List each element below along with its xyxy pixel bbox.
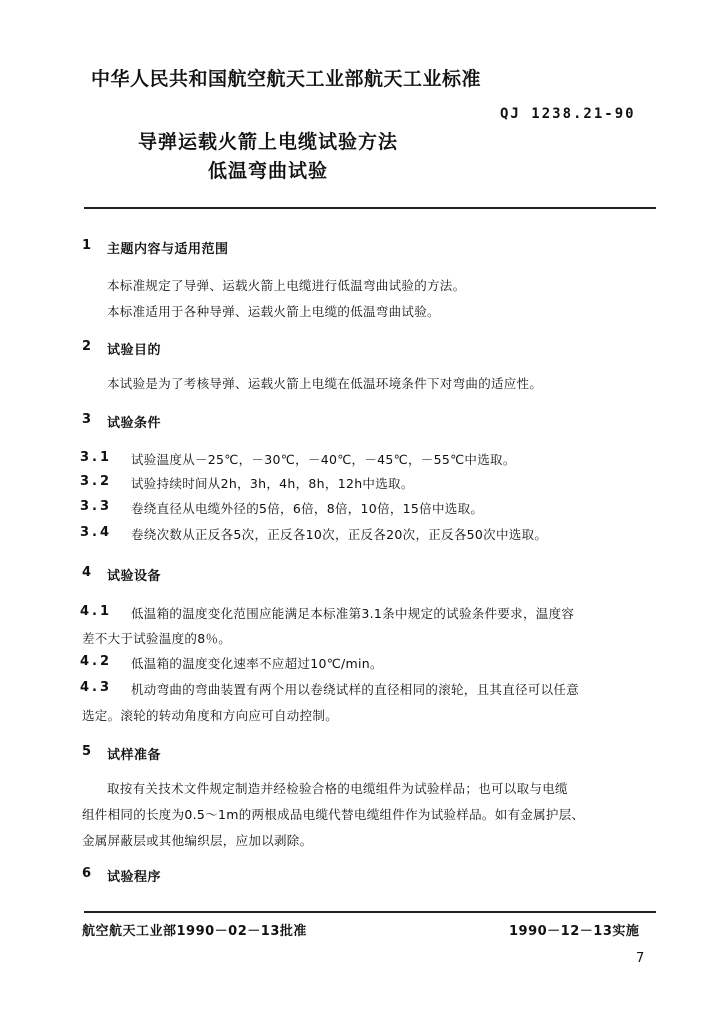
- standard-code: QJ 1238.21-90: [500, 106, 636, 122]
- section-3-number: 3: [82, 412, 92, 427]
- clause-3-1-text: 试验温度从－25℃，－30℃，－40℃，－45℃，－55℃中选取。: [131, 452, 516, 467]
- section-1-paragraph-1: 本标准规定了导弹、运载火箭上电缆进行低温弯曲试验的方法。: [107, 278, 466, 293]
- clause-3-1-number: 3.1: [80, 450, 113, 465]
- effective-date: 1990－12－13实施: [509, 924, 640, 939]
- clause-3-4-number: 3.4: [80, 525, 113, 540]
- clause-3-4-text: 卷绕次数从正反各5次，正反各10次，正反各20次，正反各50次中选取。: [131, 527, 548, 542]
- clause-4-1-text: 低温箱的温度变化范围应能满足本标准第3.1条中规定的试验条件要求，温度容: [131, 606, 575, 621]
- issuing-authority: 中华人民共和国航空航天工业部航天工业标准: [91, 68, 482, 90]
- clause-3-3-number: 3.3: [80, 499, 113, 514]
- section-2-paragraph-1: 本试验是为了考核导弹、运载火箭上电缆在低温环境条件下对弯曲的适应性。: [107, 376, 543, 391]
- section-6-number: 6: [82, 866, 92, 881]
- document-subtitle: 低温弯曲试验: [208, 160, 329, 182]
- clause-3-2-number: 3.2: [80, 474, 113, 489]
- footer-divider: [84, 911, 656, 913]
- clause-4-3-number: 4.3: [80, 680, 113, 695]
- clause-3-2-text: 试验持续时间从2h，3h，4h，8h，12h中选取。: [131, 476, 414, 491]
- section-6-title: 试验程序: [107, 870, 162, 885]
- section-4-number: 4: [82, 565, 92, 580]
- section-4-title: 试验设备: [107, 569, 162, 584]
- document-title: 导弹运载火箭上电缆试验方法: [138, 131, 399, 153]
- section-5-title: 试样准备: [107, 748, 162, 763]
- section-1-number: 1: [82, 238, 92, 253]
- header-divider: [84, 207, 656, 209]
- section-2-title: 试验目的: [107, 343, 162, 358]
- clause-4-2-text: 低温箱的温度变化速率不应超过10℃/min。: [131, 656, 383, 671]
- section-5-paragraph-line-3: 金属屏蔽层或其他编织层，应加以剥除。: [82, 833, 313, 848]
- section-5-number: 5: [82, 744, 92, 759]
- page-number: 7: [636, 951, 645, 966]
- section-5-paragraph-line-2: 组件相同的长度为0.5～1m的两根成品电缆代替电缆组件作为试验样品。如有金属护层、: [82, 807, 585, 822]
- section-2-number: 2: [82, 339, 92, 354]
- clause-4-3-continuation: 选定。滚轮的转动角度和方向应可自动控制。: [82, 708, 339, 723]
- clause-4-1-continuation: 差不大于试验温度的8％。: [82, 631, 232, 646]
- section-5-paragraph-line-1: 取按有关技术文件规定制造并经检验合格的电缆组件为试验样品；也可以取与电缆: [107, 781, 568, 796]
- clause-4-3-text: 机动弯曲的弯曲装置有两个用以卷绕试样的直径相同的滚轮，且其直径可以任意: [131, 682, 580, 697]
- section-3-title: 试验条件: [107, 416, 162, 431]
- clause-4-2-number: 4.2: [80, 654, 113, 669]
- clause-3-3-text: 卷绕直径从电缆外径的5倍，6倍，8倍，10倍，15倍中选取。: [131, 501, 484, 516]
- section-1-paragraph-2: 本标准适用于各种导弹、运载火箭上电缆的低温弯曲试验。: [107, 304, 440, 319]
- approval-info: 航空航天工业部1990－02－13批准: [82, 924, 307, 939]
- section-1-title: 主题内容与适用范围: [107, 242, 229, 257]
- clause-4-1-number: 4.1: [80, 604, 113, 619]
